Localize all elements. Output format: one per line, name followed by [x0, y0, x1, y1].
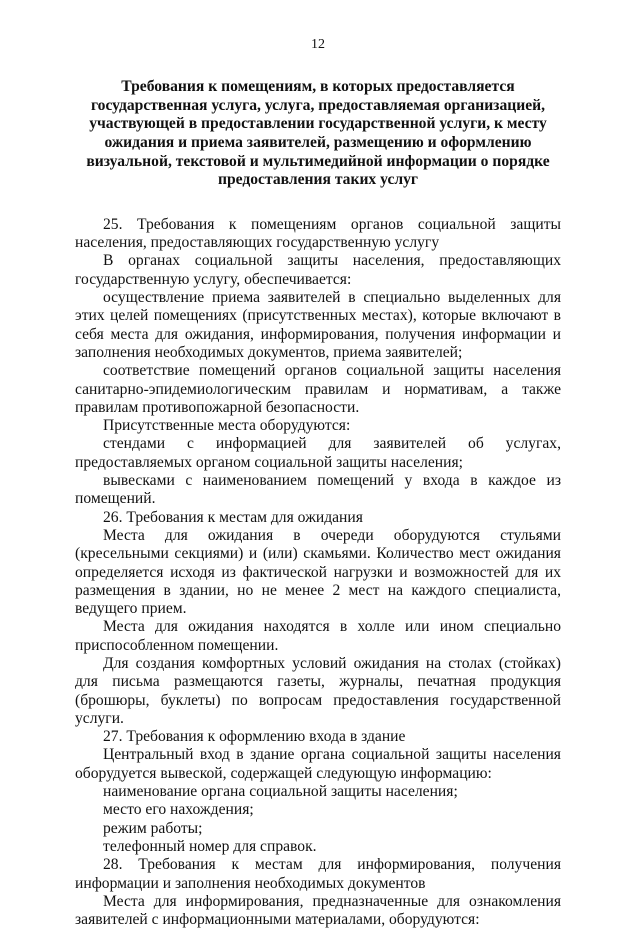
paragraph-28-title: 28. Требования к местам для информирования, получения информации и заполнения необходимых документов — [75, 856, 561, 892]
paragraph: стендами с информацией для заявителей об услугах, предоставляемых органом социальной защиты населения; — [75, 435, 561, 471]
paragraph: осуществление приема заявителей в специально выделенных для этих целей помещениях (присутственных местах), которые включают в себя места для ожидания, информирования, получения информации и заполнения необходимых документов, приема заявителей; — [75, 289, 561, 361]
paragraph: Места для ожидания в очереди оборудуются стульями (кресельными секциями) и (или) скамьями. Количество мест ожидания определяется исходя из фактической нагрузки и возможностей для их размещения в здании, но не менее 2 мест на каждого специалиста, ведущего прием. — [75, 526, 561, 618]
section-heading: Требования к помещениям, в которых предоставляется государственная услуга, услуга, предоставляемая организацией, участвующей в предоставлении государственной услуги, к месту ожидания и приема заявителей, размещению и оформлению визуальной, текстовой и мультимедийной информации о порядке предоставления таких услуг — [86, 78, 550, 189]
list-item: режим работы; — [103, 819, 203, 837]
list-item: телефонный номер для справок. — [103, 837, 317, 855]
paragraph-27-title: 27. Требования к оформлению входа в здание — [103, 728, 406, 746]
list-item: место его нахождения; — [103, 801, 254, 819]
paragraph-25-title: 25. Требования к помещениям органов социальной защиты населения, предоставляющих государственную услугу — [75, 215, 561, 252]
paragraph: соответствие помещений органов социальной защиты населения санитарно-эпидемиологическим правилам и нормативам, а также правилам противопожарной безопасности. — [75, 362, 561, 416]
paragraph: вывесками с наименованием помещений у входа в каждое из помещений. — [75, 472, 561, 508]
page-number: 12 — [311, 37, 325, 52]
paragraph-26-title: 26. Требования к местам для ожидания — [103, 508, 363, 526]
paragraph: Для создания комфортных условий ожидания на столах (стойках) для письма размещаются газеты, журналы, печатная продукция (брошюры, буклеты) по вопросам предоставления государственной услуги. — [75, 654, 561, 727]
paragraph: Центральный вход в здание органа социальной защиты населения оборудуется вывеской, содержащей следующую информацию: — [75, 746, 561, 782]
paragraph: Места для информирования, предназначенные для ознакомления заявителей с информационными материалами, оборудуются: — [75, 892, 561, 929]
paragraph: Присутственные места оборудуются: — [103, 417, 351, 435]
document-body — [75, 216, 561, 929]
paragraph: Места для ожидания находятся в холле или ином специально приспособленном помещении. — [75, 618, 561, 654]
paragraph: В органах социальной защиты населения, предоставляющих государственную услугу, обеспечивается: — [75, 252, 561, 288]
list-item: наименование органа социальной защиты населения; — [103, 783, 458, 801]
